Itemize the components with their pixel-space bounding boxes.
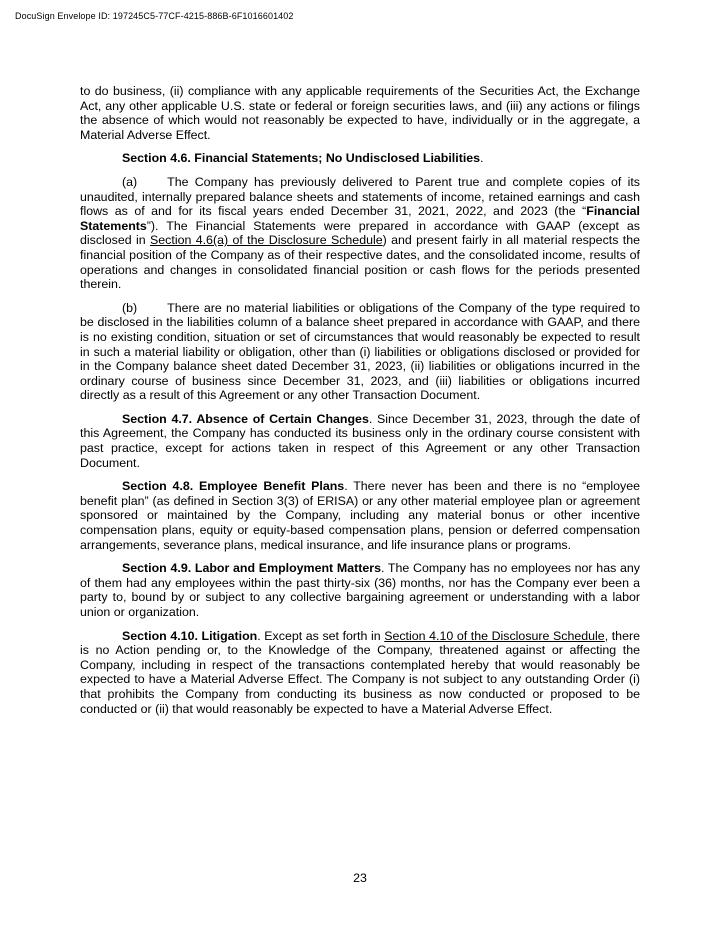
paragraph-4-6-b (80, 301, 640, 403)
text-segment: . The Company has no employees nor has any of them had any employees within the past thirty-six (36) months, nor has the Company ever been a party to, bound by or subject to any collective bargaining agreement or understanding with a labor union or organization. (80, 561, 640, 619)
text-segment: Section 4.10. Litigation (122, 628, 258, 643)
text-segment: There are no material liabilities or obligations of the Company of the type required to be disclosed in the liabilities column of a balance sheet prepared in accordance with GAAP, and there is no existing condition, situation or set of circumstances that would reasonably be expected to result in such a material liability or obligation, other than (i) liabilities or obligations disclosed or provided for in the Company balance sheet dated December 31, 2023, (ii) liabilities or obligations incurred in the ordinary course of business since December 31, 2023, and (iii) liabilities or obligations incurred directly as a result of this Agreement or any other Transaction Document. (80, 300, 640, 403)
paragraph-4-6-a (80, 175, 640, 292)
docusign-envelope-id: DocuSign Envelope ID: 197245C5-77CF-4215-886B-6F1016601402 (15, 11, 294, 21)
paragraph-4-8 (80, 479, 640, 552)
page-number: 23 (353, 871, 367, 885)
text-segment: Section 4.8. Employee Benefit Plans (122, 479, 345, 494)
text-segment: ) and present fairly in all material respects the financial position of the Company as of their respective dates, and the consolidated income, results of operations and changes in consolidated financial position or cash flows for the periods presented therein. (80, 233, 640, 292)
text-segment: . Except as set forth in (257, 628, 385, 643)
text-segment: Section 4.9. Labor and Employment Matters (122, 561, 381, 576)
section-4-6-heading (80, 151, 640, 166)
text-segment: (a) (122, 174, 138, 189)
text-segment: (b) (122, 300, 138, 315)
text-segment: ”). The Financial Statements were prepared in accordance with GAAP (except as disclosed in (80, 218, 640, 248)
text-segment: Financial Statements (80, 204, 640, 233)
paragraph-4-9 (80, 561, 640, 619)
paragraph-4-7 (80, 412, 640, 470)
paragraph-continuation (80, 84, 640, 142)
text-segment: . (480, 151, 484, 166)
text-segment: Section 4.6. Financial Statements; No Undisclosed Liabilities (122, 151, 481, 166)
text-segment: The Company has previously delivered to Parent true and complete copies of its unaudited, internally prepared balance sheets and statements of income, retained earnings and cash flows as of and for its fiscal years ended December 31, 2021, 2022, and 2023 (the “ (80, 174, 640, 219)
paragraph-4-10 (80, 629, 640, 717)
text-segment: Section 4.7. Absence of Certain Changes (122, 411, 369, 426)
text-segment: , there is no Action pending or, to the Knowledge of the Company, threatened against or affecting the Company, including in respect of the transactions contemplated hereby that would reasonably be expected to have a Material Adverse Effect. The Company is not subject to any outstanding Order (i) that prohibits the Company from conducting its business as now conducted or proposed to be conducted or (ii) that would reasonably be expected to have a Material Adverse Effect. (80, 628, 640, 716)
text-segment: Section 4.6(a) of the Disclosure Schedule (150, 233, 383, 248)
text-segment: . Since December 31, 2023, through the date of this Agreement, the Company has conducted its business only in the ordinary course consistent with past practice, except for actions taken in respect of this Agreement or any other Transaction Document. (80, 411, 640, 470)
text-segment: . There never has been and there is no “employee benefit plan” (as defined in Section 3(3) of ERISA) or any other material employee plan or agreement sponsored or maintained by the Company, including any material bonus or other incentive compensation plans, equity or equity-based compensation plans, pension or deferred compensation arrangements, severance plans, medical insurance, and life insurance plans or programs. (80, 479, 640, 552)
text-segment: to do business, (ii) compliance with any applicable requirements of the Securities Act, the Exchange Act, any other applicable U.S. state or federal or foreign securities laws, and (iii) any actions or filings the absence of which would not reasonably be expected to have, individually or in the aggregate, a Material Adverse Effect. (80, 84, 640, 142)
document-body (80, 84, 640, 725)
text-segment: Section 4.10 of the Disclosure Schedule (384, 628, 605, 643)
